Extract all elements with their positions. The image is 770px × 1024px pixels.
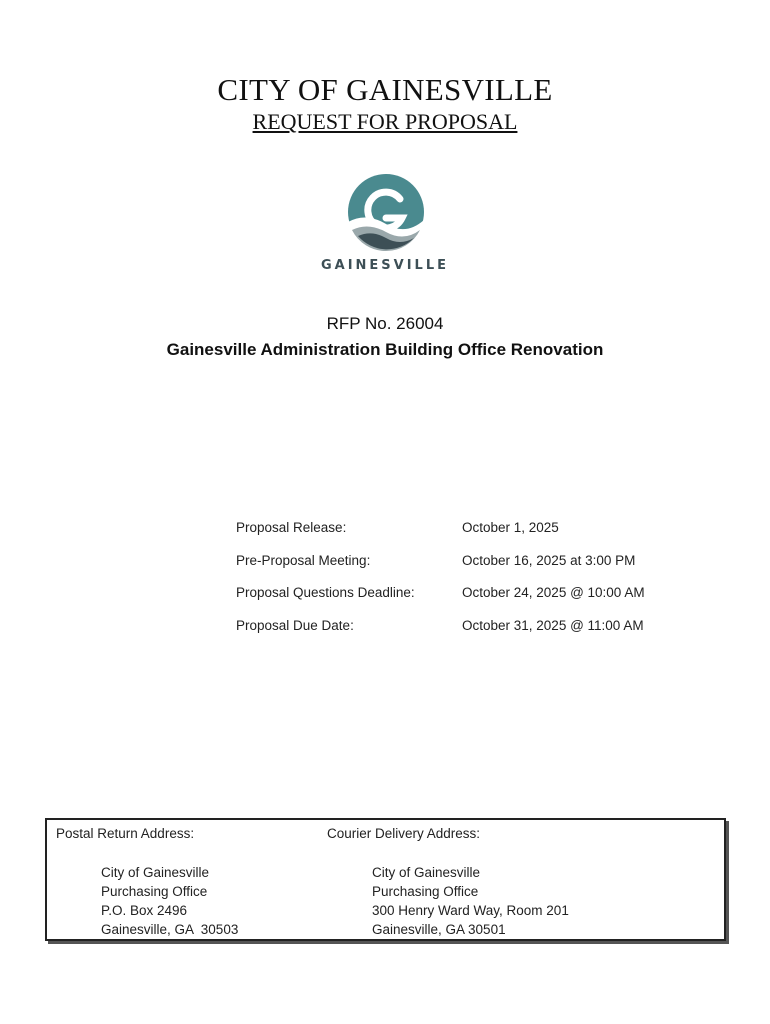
schedule-value: October 24, 2025 @ 10:00 AM <box>462 585 645 600</box>
schedule-row <box>236 520 706 553</box>
courier-address-lines <box>372 863 569 939</box>
schedule-label: Proposal Release: <box>236 520 347 535</box>
schedule-value: October 31, 2025 @ 11:00 AM <box>462 617 644 633</box>
courier-address-heading: Courier Delivery Address: <box>327 826 481 841</box>
logo-wordmark: GAINESVILLE <box>320 258 450 273</box>
schedule-label: Pre-Proposal Meeting: <box>236 552 371 568</box>
schedule-row <box>236 618 706 651</box>
rfp-number: RFP No. 26004 <box>326 314 444 333</box>
address-line: P.O. Box 2496 <box>101 903 188 918</box>
schedule-value: October 16, 2025 at 3:00 PM <box>462 552 636 568</box>
address-line: Purchasing Office <box>101 884 208 899</box>
schedule-row <box>236 553 706 586</box>
address-line: City of Gainesville <box>372 865 481 880</box>
address-line: Purchasing Office <box>372 884 479 899</box>
rfp-project-name: Gainesville Administration Building Office Renovation <box>166 340 604 359</box>
postal-address-lines <box>101 863 238 939</box>
address-line: Gainesville, GA 30501 <box>372 922 506 937</box>
address-line: City of Gainesville <box>101 865 210 880</box>
document-title: CITY OF GAINESVILLE <box>217 72 553 107</box>
courier-address <box>327 826 569 939</box>
postal-address-heading: Postal Return Address: <box>56 826 195 841</box>
address-line: 300 Henry Ward Way, Room 201 <box>372 903 569 918</box>
schedule-label: Proposal Questions Deadline: <box>236 585 415 600</box>
postal-address <box>56 826 238 939</box>
document-subtitle: REQUEST FOR PROPOSAL <box>252 109 518 134</box>
schedule-row <box>236 585 706 618</box>
schedule-value: October 1, 2025 <box>462 520 559 535</box>
address-line: Gainesville, GA 30503 <box>101 922 239 937</box>
schedule-label: Proposal Due Date: <box>236 617 354 633</box>
schedule-list <box>236 520 706 650</box>
gainesville-g-logo-icon <box>346 172 426 252</box>
address-box <box>45 818 726 941</box>
